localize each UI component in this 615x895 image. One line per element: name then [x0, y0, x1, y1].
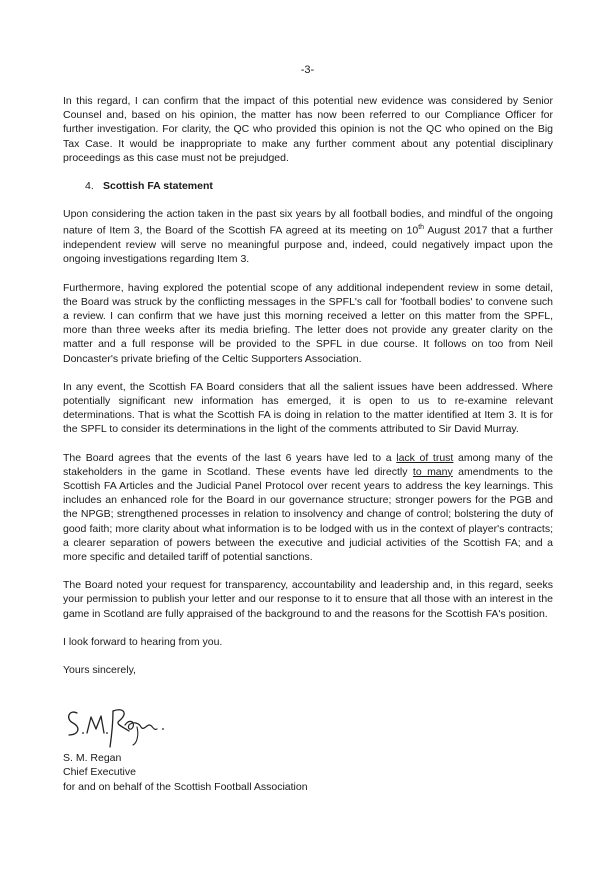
paragraph-salient-issues: In any event, the Scottish FA Board considers that all the salient issues have been addressed. Where potentially significant new information has emerged, it is open to us to re-examine relevant determinations. That is what the Scottish FA is doing in relation to the matter identified at Item 3. It is for the SPFL to consider its determinations in the light of the comments attributed to Sir David Murray.: [63, 380, 553, 436]
handwritten-signature: [63, 691, 203, 749]
valediction: Yours sincerely,: [63, 664, 136, 676]
section-title: Scottish FA statement: [103, 180, 213, 193]
signatory-name: S. M. Regan: [63, 752, 122, 765]
signatory-organisation: for and on behalf of the Scottish Football Association: [63, 780, 308, 793]
paragraph-text: among many of the stakeholders in the game in Scotland. These events have led directly: [63, 451, 553, 478]
signature-graphic: [63, 691, 203, 749]
underlined-phrase: to many: [412, 465, 453, 478]
paragraph-text: amendments to the Scottish FA Articles and the Judicial Panel Protocol over recent years to address the key learnings. This includes an enhanced role for the Board in our governance structure; stronger powers for the PGB and the NPGB; strengthened processes in relation to insolvency and change of control; bolstering the duty of good faith; more clarity about what information is to be lodged with us in the context of player's contracts; a clearer separation of powers between the executive and judicial activities of the Scottish FA; and a more specific and detailed tariff of potential sanctions.: [63, 465, 554, 563]
paragraph-compliance-referral: In this regard, I can confirm that the impact of this potential new evidence was considered by Senior Counsel and, based on his opinion, the matter has now been referred to our Compliance Officer for further investigation. For clarity, the QC who provided this opinion is not the QC who opined on the Big Tax Case. It would be inappropriate to make any further comment about any potential disciplinary proceedings as this case must not be prejudged.: [63, 95, 553, 164]
paragraph-look-forward: I look forward to hearing from you.: [63, 635, 223, 648]
signatory-title: Chief Executive: [63, 766, 136, 779]
section-number: 4.: [85, 180, 94, 193]
paragraph-text: Upon considering the action taken in the past six years by all football bodies, and mindful of the ongoing nature of Item 3, the Board of the Scottish FA agreed at its meeting on 10: [63, 208, 553, 237]
letter-body: [63, 94, 553, 794]
paragraph-text: The Board agrees that the events of the last 6 years have led to a: [63, 451, 397, 464]
underlined-phrase: lack of trust: [396, 451, 454, 464]
signature-block: [63, 751, 553, 794]
paragraph-board-decision: [63, 207, 553, 266]
ordinal-suffix: th: [418, 224, 425, 232]
paragraph-lack-of-trust: [63, 451, 553, 565]
paragraph-conflicting-messages: Furthermore, having explored the potential scope of any additional independent review in some detail, the Board was struck by the conflicting messages in the SPFL's call for 'football bodies' to convene such a review. I can confirm that we have just this morning received a letter on this matter from the SPFL, more than three weeks after its media briefing. The letter does not provide any greater clarity on the matter and a full response will be provided to the SPFL in due course. It follows on too from Neil Doncaster's private briefing of the Celtic Supporters Association.: [63, 281, 553, 365]
page-number: -3-: [300, 64, 315, 76]
paragraph-transparency-request: The Board noted your request for transparency, accountability and leadership and, in this regard, seeks your permission to publish your letter and our response to it to ensure that all those with an interest in the game in Scotland are fully appraised of the background to and the reasons for the Scottish FA's position.: [63, 579, 553, 620]
section-heading-4: [85, 179, 553, 193]
paragraph-text: August 2017 that a further independent review will serve no meaningful purpose and, indeed, could negatively impact upon the ongoing investigations regarding Item 3.: [63, 224, 553, 266]
